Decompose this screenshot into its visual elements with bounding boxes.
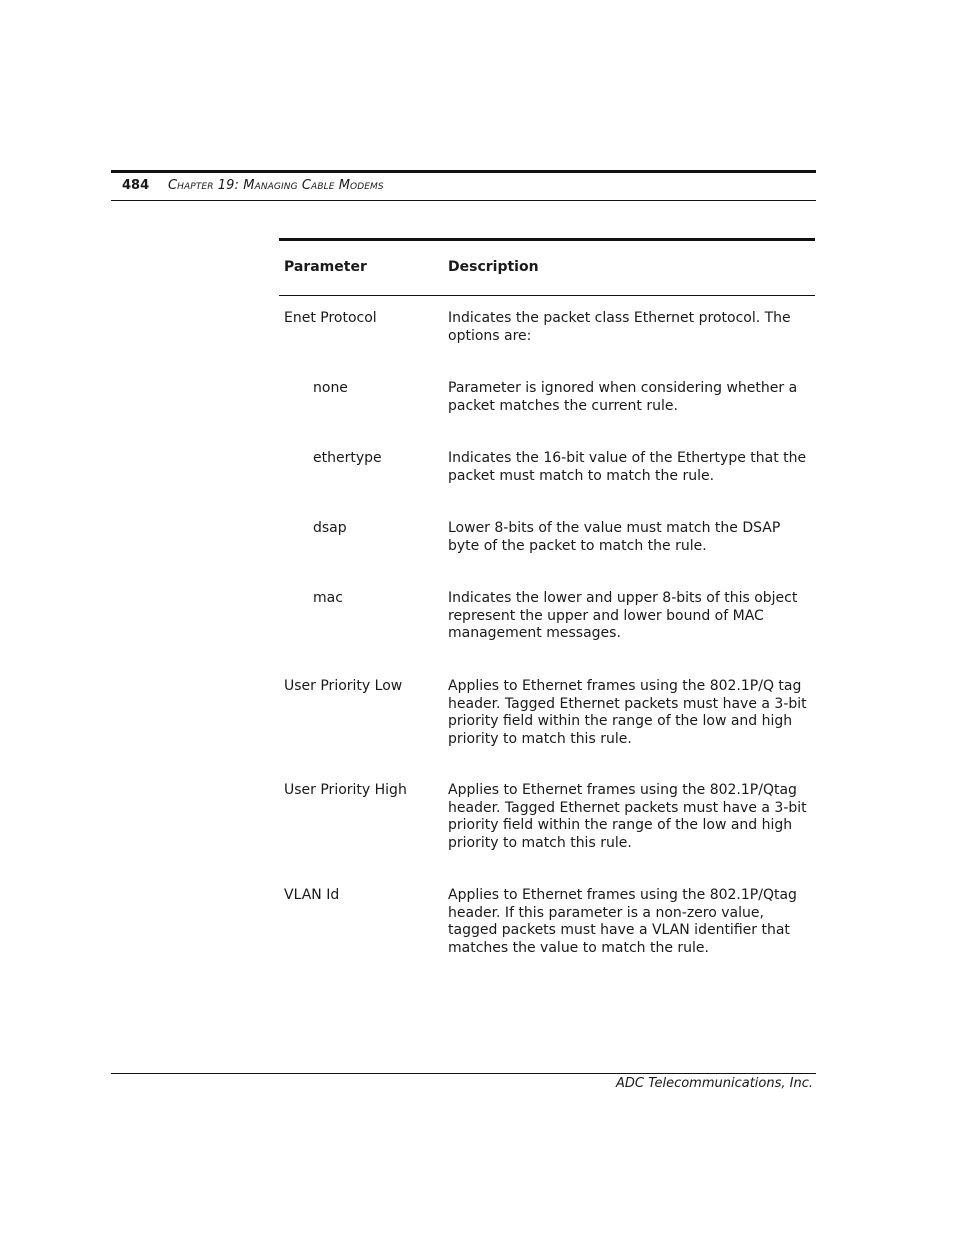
param-cell: Enet Protocol [284,310,377,326]
param-cell: VLAN Id [284,887,340,903]
description-cell: Lower 8-bits of the value must match the DSAP byte of the packet to match the rule. [448,520,781,554]
description-cell: Indicates the lower and upper 8-bits of this object represent the upper and lower bound of MAC management messages. [448,590,798,641]
parameter-table [279,238,815,956]
param-cell: User Priority High [284,782,407,798]
header-bottom-rule [111,200,816,201]
table-header [279,241,815,296]
running-header [111,176,816,200]
footer-rule [111,1073,816,1074]
param-cell: dsap [313,520,347,536]
column-header-parameter: Parameter [284,259,367,275]
page-number: 484 [122,178,150,193]
description-cell: Indicates the packet class Ethernet protocol. The options are: [448,310,791,344]
chapter-title: Chapter 19: Managing Cable Modems [168,178,384,193]
param-cell: mac [313,590,343,606]
param-cell: User Priority Low [284,678,403,694]
description-cell: Applies to Ethernet frames using the 802.1P/Q tag header. Tagged Ethernet packets must have a 3-bit priority field within the range of the low and high priority to match this rule. [448,678,807,747]
footer-company: ADC Telecommunications, Inc. [616,1076,813,1091]
description-cell: Applies to Ethernet frames using the 802.1P/Qtag header. Tagged Ethernet packets must have a 3-bit priority field within the range of the low and high priority to match this rule. [448,782,807,851]
column-header-description: Description [448,259,539,275]
description-cell: Indicates the 16-bit value of the Ethertype that the packet must match to match the rule. [448,450,807,484]
param-cell: none [313,380,348,396]
description-cell: Parameter is ignored when considering whether a packet matches the current rule. [448,380,798,414]
param-cell: ethertype [313,450,382,466]
description-cell: Applies to Ethernet frames using the 802.1P/Qtag header. If this parameter is a non-zero value, tagged packets must have a VLAN identifier that matches the value to match the rule. [448,887,797,956]
header-top-rule [111,170,816,173]
